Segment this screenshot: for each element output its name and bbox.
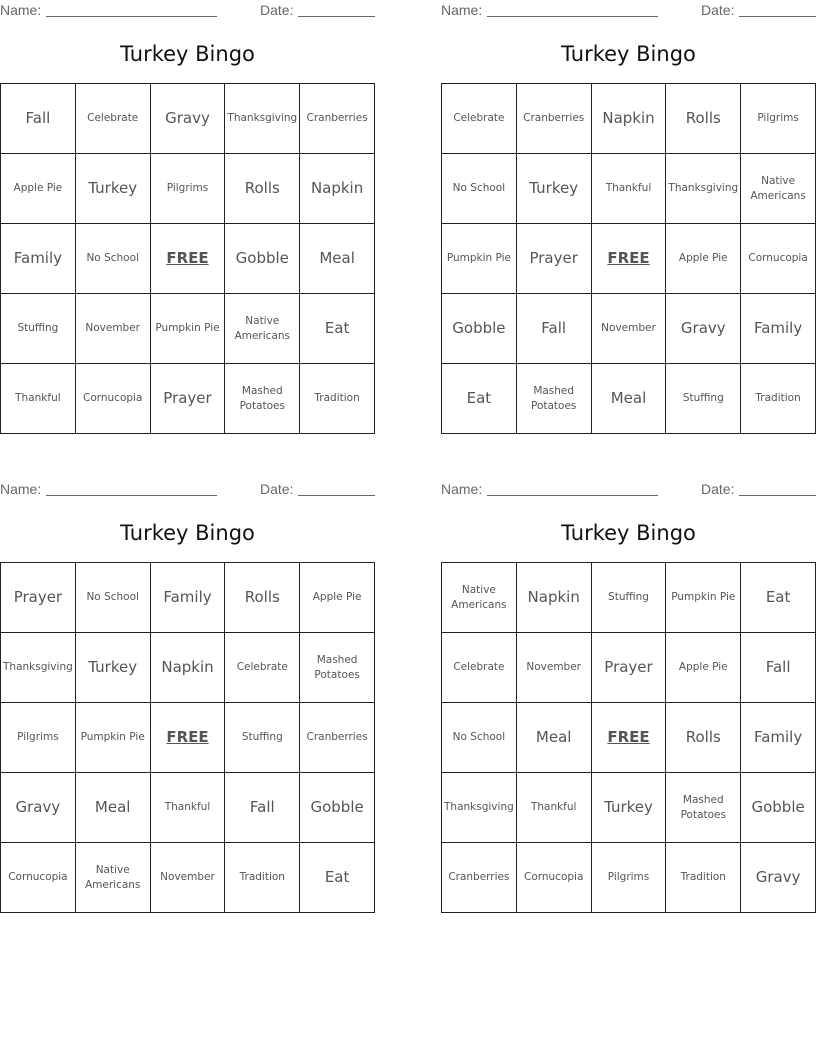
name-blank-line — [487, 16, 658, 17]
bingo-cell: Native Americans — [225, 294, 300, 364]
bingo-cell: November — [592, 294, 667, 364]
bingo-cell: Eat — [442, 364, 517, 434]
bingo-grid — [0, 83, 375, 434]
bingo-cell: Pumpkin Pie — [666, 563, 741, 633]
bingo-cell: Thankful — [1, 364, 76, 434]
bingo-cell: Pilgrims — [1, 703, 76, 773]
date-blank-line — [739, 16, 816, 17]
bingo-cell: Family — [1, 224, 76, 294]
bingo-cell: Thanksgiving — [666, 154, 741, 224]
bingo-cell: Stuffing — [592, 563, 667, 633]
bingo-cell: Celebrate — [225, 633, 300, 703]
bingo-cell: Thanksgiving — [225, 84, 300, 154]
bingo-cell: Tradition — [741, 364, 816, 434]
bingo-cell: Tradition — [300, 364, 375, 434]
bingo-cell: Meal — [517, 703, 592, 773]
bingo-cell: Pilgrims — [741, 84, 816, 154]
card-header — [0, 479, 375, 501]
card-title: Turkey Bingo — [561, 42, 696, 66]
bingo-cell: Gravy — [666, 294, 741, 364]
bingo-cell: Fall — [741, 633, 816, 703]
bingo-cell: Thankful — [517, 773, 592, 843]
bingo-cell: Apple Pie — [300, 563, 375, 633]
bingo-cell: Gobble — [741, 773, 816, 843]
bingo-cell: Meal — [76, 773, 151, 843]
bingo-cell: Napkin — [300, 154, 375, 224]
bingo-cell: Rolls — [225, 563, 300, 633]
card-header — [441, 0, 816, 22]
bingo-cell: No School — [442, 154, 517, 224]
bingo-cell: FREE — [592, 224, 667, 294]
bingo-cell: Celebrate — [76, 84, 151, 154]
bingo-grid — [441, 83, 816, 434]
bingo-cell: Prayer — [1, 563, 76, 633]
bingo-cell: Family — [741, 294, 816, 364]
bingo-cell: Cornucopia — [741, 224, 816, 294]
bingo-cell: Stuffing — [1, 294, 76, 364]
bingo-cell: Mashed Potatoes — [666, 773, 741, 843]
bingo-cell: Fall — [517, 294, 592, 364]
bingo-cell: November — [151, 843, 226, 913]
bingo-cell: Fall — [1, 84, 76, 154]
name-label: Name: — [441, 2, 483, 18]
bingo-cell: November — [517, 633, 592, 703]
bingo-cell: FREE — [151, 703, 226, 773]
card-title: Turkey Bingo — [120, 42, 255, 66]
bingo-cell: Cornucopia — [517, 843, 592, 913]
bingo-cell: Native Americans — [741, 154, 816, 224]
bingo-cell: Turkey — [592, 773, 667, 843]
bingo-cell: Apple Pie — [666, 633, 741, 703]
bingo-cell: Turkey — [517, 154, 592, 224]
bingo-cell: Native Americans — [442, 563, 517, 633]
bingo-cell: Napkin — [592, 84, 667, 154]
bingo-cell: Meal — [300, 224, 375, 294]
bingo-cell: Thanksgiving — [442, 773, 517, 843]
bingo-cell: FREE — [151, 224, 226, 294]
bingo-cell: Stuffing — [225, 703, 300, 773]
bingo-cell: Cranberries — [517, 84, 592, 154]
bingo-cell: Gravy — [151, 84, 226, 154]
name-blank-line — [46, 495, 217, 496]
bingo-cell: Pumpkin Pie — [76, 703, 151, 773]
bingo-cell: Turkey — [76, 154, 151, 224]
bingo-cell: Family — [741, 703, 816, 773]
bingo-cell: Thankful — [592, 154, 667, 224]
bingo-cell: Napkin — [517, 563, 592, 633]
name-blank-line — [46, 16, 217, 17]
bingo-cell: Prayer — [517, 224, 592, 294]
bingo-cell: No School — [442, 703, 517, 773]
bingo-cell: Cranberries — [300, 703, 375, 773]
name-label: Name: — [0, 2, 42, 18]
bingo-cell: Fall — [225, 773, 300, 843]
bingo-cell: Celebrate — [442, 84, 517, 154]
card-header — [441, 479, 816, 501]
bingo-card — [441, 479, 816, 913]
bingo-cell: Rolls — [225, 154, 300, 224]
bingo-cell: Gobble — [442, 294, 517, 364]
bingo-cell: November — [76, 294, 151, 364]
bingo-cell: Rolls — [666, 703, 741, 773]
bingo-cell: Native Americans — [76, 843, 151, 913]
bingo-cell: Cranberries — [442, 843, 517, 913]
bingo-cell: No School — [76, 224, 151, 294]
bingo-cell: Family — [151, 563, 226, 633]
bingo-cell: Cranberries — [300, 84, 375, 154]
bingo-cell: Meal — [592, 364, 667, 434]
bingo-cell: Mashed Potatoes — [225, 364, 300, 434]
bingo-cell: Thankful — [151, 773, 226, 843]
name-label: Name: — [0, 481, 42, 497]
bingo-cell: Rolls — [666, 84, 741, 154]
date-blank-line — [298, 16, 375, 17]
bingo-cell: Gobble — [300, 773, 375, 843]
date-label: Date: — [260, 2, 294, 18]
card-title: Turkey Bingo — [561, 521, 696, 545]
bingo-cell: Pilgrims — [151, 154, 226, 224]
date-blank-line — [739, 495, 816, 496]
bingo-cell: Prayer — [151, 364, 226, 434]
bingo-cell: Gravy — [1, 773, 76, 843]
date-label: Date: — [260, 481, 294, 497]
name-label: Name: — [441, 481, 483, 497]
bingo-cell: Cornucopia — [76, 364, 151, 434]
bingo-cell: Pumpkin Pie — [151, 294, 226, 364]
bingo-cell: Prayer — [592, 633, 667, 703]
bingo-card — [0, 479, 375, 913]
bingo-cell: Pilgrims — [592, 843, 667, 913]
date-label: Date: — [701, 481, 735, 497]
bingo-cell: Eat — [300, 294, 375, 364]
bingo-cell: Thanksgiving — [1, 633, 76, 703]
bingo-grid — [441, 562, 816, 913]
bingo-cell: Napkin — [151, 633, 226, 703]
bingo-cell: Pumpkin Pie — [442, 224, 517, 294]
bingo-cell: Apple Pie — [1, 154, 76, 224]
bingo-cell: Apple Pie — [666, 224, 741, 294]
bingo-cell: Celebrate — [442, 633, 517, 703]
bingo-cell: Mashed Potatoes — [300, 633, 375, 703]
bingo-cell: Eat — [741, 563, 816, 633]
date-blank-line — [298, 495, 375, 496]
name-blank-line — [487, 495, 658, 496]
bingo-card — [0, 0, 375, 434]
bingo-cell: Cornucopia — [1, 843, 76, 913]
date-label: Date: — [701, 2, 735, 18]
bingo-card — [441, 0, 816, 434]
card-title: Turkey Bingo — [120, 521, 255, 545]
bingo-cell: Gravy — [741, 843, 816, 913]
card-header — [0, 0, 375, 22]
bingo-grid — [0, 562, 375, 913]
bingo-cell: Tradition — [225, 843, 300, 913]
bingo-cell: No School — [76, 563, 151, 633]
bingo-cell: Eat — [300, 843, 375, 913]
bingo-cell: Turkey — [76, 633, 151, 703]
bingo-cell: Gobble — [225, 224, 300, 294]
bingo-cell: Stuffing — [666, 364, 741, 434]
bingo-cell: Mashed Potatoes — [517, 364, 592, 434]
bingo-cell: Tradition — [666, 843, 741, 913]
bingo-cell: FREE — [592, 703, 667, 773]
